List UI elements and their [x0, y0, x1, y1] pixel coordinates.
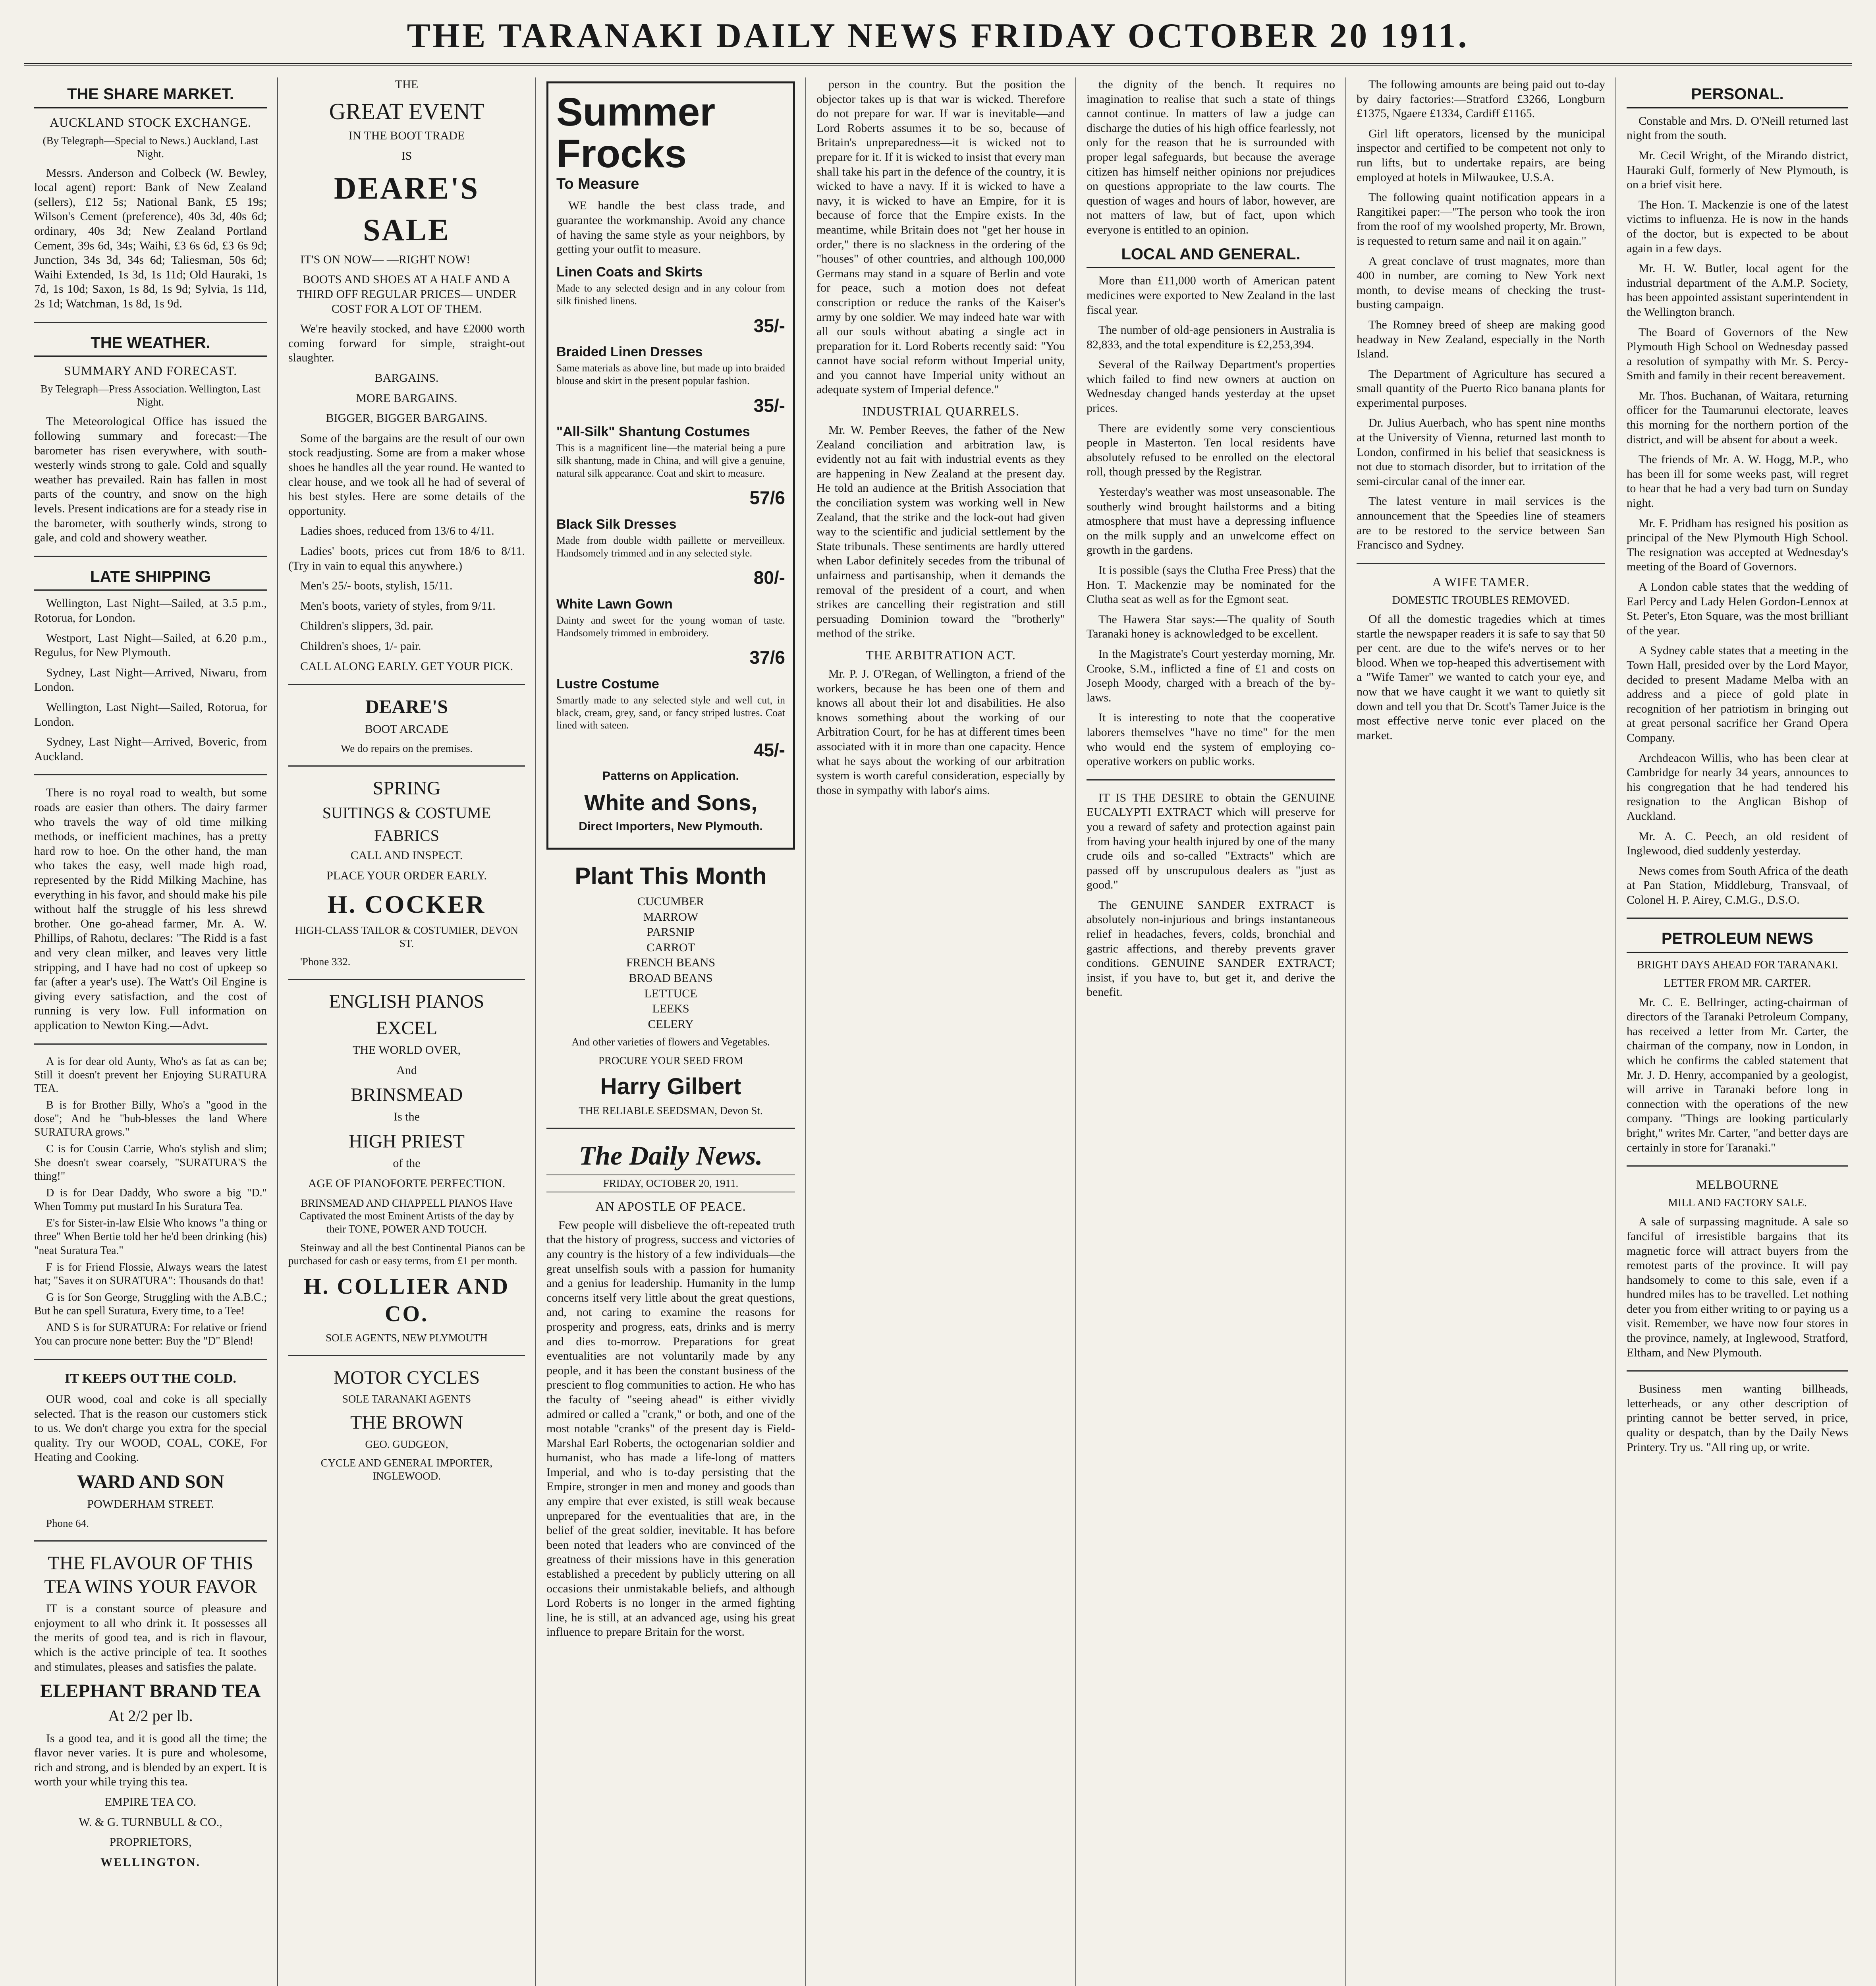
empire-tea-company: W. & G. TURNBULL & CO.,	[79, 1815, 222, 1829]
summer-frocks-ad	[546, 81, 795, 850]
patterns-note: Patterns on Application.	[602, 769, 739, 783]
repairs-note: We do repairs on the premises.	[340, 742, 473, 755]
frock-item-name: "All-Silk" Shantung Costumes	[556, 424, 750, 439]
summer-frocks-title: Summer Frocks	[556, 90, 716, 176]
tea-flavour-title: THE FLAVOUR OF THIS TEA WINS YOUR FAVOR	[44, 1553, 257, 1597]
share-market-body: Messrs. Anderson and Colbeck (W. Bewley, local agent) report: Bank of New Zealand (sellers), £12 5s; National Bank, £5 19s; Wilson's Cement (preference), 40s 3d, 40s 6d; ordinary, 40s 3d; New Zealand Portland Cement, 39s 6d, 34s; Waihi, £3 6s 6d, £3 6s 9d; Junction, 34s 3d, 34s 6d; Taliesman, 50s 6d; Waihi Extended, 1s 3d, 1s 11d; Old Hauraki, 1s 7d, 1s 10d; Saxon, 1s 8d, 1s 9d; Sylvia, 1s 11d, 2s 1d; Watchman, 1s 8d, 1s 9d.	[34, 166, 267, 311]
harry-gilbert-subtitle: THE RELIABLE SEEDSMAN, Devon St.	[579, 1104, 763, 1117]
mens-boots-variety: Men's boots, variety of styles, from 9/11.	[300, 599, 496, 612]
petroleum-subtitle-2: LETTER FROM MR. CARTER.	[1664, 977, 1811, 990]
local-item: It is possible (says the Clutha Free Press) that the Hon. T. Mackenzie may be nominated for the Clutha seat as well as for the Egmont seat.	[1087, 564, 1335, 606]
news-item: The following quaint notification appears in a Rangitikei paper:—"The person who took the iron from the roof of my woolshed property, Mr. Brown, is requested to return same and nail it on again."	[1357, 191, 1605, 247]
divider	[34, 1359, 267, 1360]
personal-item: News comes from South Africa of the death at Pan Station, Middleburg, Transvaal, of Colonel H. P. Airey, C.M.G., D.S.O.	[1627, 864, 1848, 906]
suratura-verse: B is for Brother Billy, Who's a "good in the dose"; And he "bub-blesses the land Where SURATURA grows."	[34, 1099, 267, 1139]
plant-this-month-title: Plant This Month	[575, 862, 767, 889]
deares-is: IS	[401, 149, 412, 162]
divider	[1087, 779, 1335, 780]
petroleum-news-title: PETROLEUM NEWS	[1627, 929, 1848, 953]
frock-item	[556, 264, 785, 337]
seed-item: PARSNIP	[647, 925, 695, 939]
harry-gilbert-title: Harry Gilbert	[600, 1074, 741, 1100]
sander-extract-ad: The GENUINE SANDER EXTRACT is absolutely non-injurious and brings instantaneous relief in headaches, fevers, colds, bronchial and gastric affections, and thereby prevents graver conditions. GENUINE SANDER EXTRACT; insist, if you have to, but get it, and derive the benefit.	[1087, 898, 1335, 999]
seed-item: CUCUMBER	[637, 894, 704, 908]
divider	[288, 979, 525, 980]
divider	[1627, 1165, 1848, 1167]
cocker-title: H. COCKER	[327, 890, 486, 918]
frock-item-price: 37/6	[749, 647, 785, 668]
wife-tamer-subtitle: DOMESTIC TROUBLES REMOVED.	[1392, 594, 1570, 607]
suratura-verse: E's for Sister-in-law Elsie Who knows "a thing or three" When Bertie told her he'd been drinking (his) "neat Suratura Tea."	[34, 1217, 267, 1257]
column-7	[1616, 77, 1859, 1986]
eucalypti-ad: IT IS THE DESIRE to obtain the GENUINE EUCALYPTI EXTRACT which will preserve for you a reward of safety and protection against pain from having your health injured by one of the many crude oils and so-called "Extracts" which are passed off by unscrupulous dealers as "just as good."	[1087, 791, 1335, 892]
personal-item: A London cable states that the wedding of Earl Percy and Lady Helen Gordon-Lennox at St. Peter's, Eton Square, was the most brilliant of the year.	[1627, 580, 1848, 637]
arbitration-act-body: Mr. P. J. O'Regan, of Wellington, a friend of the workers, because he has been one of them and knows all about their lot and disabilities. He also knows something about the working of our Arbitration Court, for he has at different times been associated with it in more than one capacity. Hence what he says about the working of our arbitration system is worth careful consideration, especially by those in sympathy with labor's aims.	[816, 667, 1065, 797]
fabrics-title: FABRICS	[374, 826, 439, 844]
divider	[1357, 563, 1605, 564]
pianos-is-the: Is the	[394, 1110, 420, 1124]
frock-item-desc: Same materials as above line, but made up into braided blouse and skirt in the present popular fashion.	[556, 362, 785, 386]
great-event-title: GREAT EVENT	[329, 98, 484, 124]
shipping-line: Westport, Last Night—Sailed, at 6.20 p.m., Regulus, for New Plymouth.	[34, 631, 267, 659]
english-pianos-title: ENGLISH PIANOS	[329, 991, 484, 1012]
column-6	[1346, 77, 1616, 1986]
to-measure: To Measure	[556, 176, 639, 192]
elephant-tea-price: At 2/2 per lb.	[108, 1706, 193, 1725]
divider	[1627, 1370, 1848, 1372]
masthead: THE TARANAKI DAILY NEWS FRIDAY OCTOBER 20 1911.	[24, 16, 1852, 66]
column-2	[278, 77, 536, 1986]
local-and-general-title: LOCAL AND GENERAL.	[1087, 245, 1335, 269]
frock-item-name: Lustre Costume	[556, 676, 659, 692]
pianos-world-over: THE WORLD OVER,	[353, 1043, 461, 1057]
bargains-3: BIGGER, BIGGER BARGAINS.	[326, 411, 488, 425]
frock-item-name: White Lawn Gown	[556, 596, 673, 612]
personal-item: Mr. Thos. Buchanan, of Waitara, returning officer for the Taumarunui electorate, leaves this morning for the northern portion of the district, and will be absent for about a week.	[1627, 389, 1848, 446]
call-early: CALL ALONG EARLY. GET YOUR PICK.	[300, 659, 513, 673]
seed-item: MARROW	[643, 910, 699, 923]
personal-item: Mr. F. Pridham has resigned his position as principal of the New Plymouth High School. The resignation was accepted at Wednesday's meeting of the Board of Governors.	[1627, 516, 1848, 574]
ward-and-son-address: POWDERHAM STREET.	[87, 1497, 214, 1511]
melbourne-body: A sale of surpassing magnitude. A sale so fanciful of irresistible bargains that its magnetic force will attract buyers from the remotest parts of the province. It will pay handsomely to come to this sale, even if a hundred miles has to be travelled. Let nothing deter you from either writing to or paying us a visit. Remember, we have now four stores in the province, namely, at Inglewood, Stratford, Eltham, and New Plymouth.	[1627, 1215, 1848, 1359]
news-item: A great conclave of trust magnates, more than 400 in number, are coming to New York next month, to devise means of checking the trust-busting campaign.	[1357, 254, 1605, 311]
frock-item-desc: Made to any selected design and in any colour from silk finished linens.	[556, 282, 785, 307]
sale-title: SALE	[363, 212, 450, 247]
divider	[34, 556, 267, 557]
boot-arcade-subtitle: BOOT ARCADE	[365, 722, 449, 736]
personal-item: Mr. Cecil Wright, of the Mirando district, Hauraki Gulf, formerly of New Plymouth, is on a brief visit here.	[1627, 149, 1848, 191]
arbitration-act-title: THE ARBITRATION ACT.	[866, 648, 1016, 662]
pianos-excel: EXCEL	[376, 1017, 438, 1039]
seed-item: CELERY	[648, 1017, 694, 1031]
frocks-intro: WE handle the best class trade, and guarantee the workmanship. Avoid any chance of having the same style as your neighbors, by getting your outfit to measure.	[556, 199, 785, 256]
motor-cycles-title: MOTOR CYCLES	[333, 1367, 480, 1388]
ladies-boots: Ladies' boots, prices cut from 18/6 to 8/11. (Try in vain to equal this anywhere.)	[288, 544, 525, 572]
childrens-shoes: Children's shoes, 1/- pair.	[300, 639, 421, 653]
cocker-phone: 'Phone 332.	[300, 956, 351, 968]
frock-item	[556, 424, 785, 509]
frock-item	[556, 596, 785, 669]
spring-title: SPRING	[372, 778, 441, 799]
procure-seed: PROCURE YOUR SEED FROM	[598, 1055, 743, 1067]
local-item: In the Magistrate's Court yesterday morning, Mr. Crooke, S.M., inflicted a fine of £1 and costs on Joseph Moody, charged with a breach of the by-laws.	[1087, 647, 1335, 704]
mens-boots: Men's 25/- boots, stylish, 15/11.	[300, 579, 453, 593]
melbourne-title: MELBOURNE	[1696, 1177, 1779, 1192]
boots-half-price: BOOTS AND SHOES AT A HALF AND A THIRD OFF REGULAR PRICES— UNDER COST FOR A LOT OF THEM.	[297, 273, 517, 315]
elephant-tea-body: Is a good tea, and it is good all the time; the flavor never varies. It is pure and wholesome, rich and strong, and is blended by an expert. It is worth your while trying this tea.	[34, 1731, 267, 1789]
shipping-title: LATE SHIPPING	[34, 567, 267, 591]
petroleum-body: Mr. C. E. Bellringer, acting-chairman of directors of the Taranaki Petroleum Company, has received a letter from Mr. Carter, the chairman of the company, now in London, in which he confirms the cabled statement that Mr. J. D. Henry, accompanied by a geologist, will arrive in Taranaki before long in connection with the operations of the new company. "Things are looking particularly bright," writes Mr. Carter, "and better days are certainly in store for Taranaki."	[1627, 995, 1848, 1154]
fuel-ad-body: OUR wood, coal and coke is all specially selected. That is the reason our customers stick to us. We don't charge you extra for the special quality. Try our WOOD, COAL, COKE, For Heating and Cooking.	[34, 1393, 267, 1464]
motor-agents: SOLE TARANAKI AGENTS	[342, 1393, 471, 1405]
brinsmead-chappell: BRINSMEAD AND CHAPPELL PIANOS Have Captivated the most Eminent Artists of the day by their TONE, POWER AND TOUCH.	[299, 1197, 514, 1235]
personal-item: A Sydney cable states that a meeting in the Town Hall, presided over by the Lord Mayor, decided to present Madame Melba with an address and a piece of gold plate in recognition of her patriotism in bringing out at great personal sacrifice her Grand Opera Company.	[1627, 644, 1848, 744]
weather-subtitle: SUMMARY AND FORECAST.	[64, 363, 237, 378]
shipping-line: Wellington, Last Night—Sailed, at 3.5 p.m., Rotorua, for London.	[34, 597, 267, 625]
divider	[34, 774, 267, 775]
local-item: Yesterday's weather was most unseasonable. The southerly wind brought hailstorms and a biting atmosphere that must have a depressing influence on the milk supply and an unwelcome effect on growth in the gardens.	[1087, 485, 1335, 557]
seed-item: FRENCH BEANS	[626, 956, 716, 970]
empire-tea-proprietors: PROPRIETORS,	[109, 1835, 192, 1849]
news-item: Dr. Julius Auerbach, who has spent nine months at the University of Vienna, returned last month to London, confirmed in his belief that seasickness is not due to stomach disorder, but to irritation of the semi-circular canal of the inner ear.	[1357, 416, 1605, 488]
childrens-slippers: Children's slippers, 3d. pair.	[300, 619, 434, 633]
frock-item-desc: Made from double width paillette or merveilleux. Handsomely trimmed and in any selected style.	[556, 534, 785, 559]
tea-flavour-body: IT is a constant source of pleasure and enjoyment to all who drink it. It possesses all the merits of good tea, and is rich in flavour, which is the active principle of tea. It soothes and stimulates, pleases and satisfies the palate.	[34, 1602, 267, 1673]
column-1	[24, 77, 278, 1986]
white-and-sons-subtitle: Direct Importers, New Plymouth.	[579, 820, 763, 833]
frock-item-price: 35/-	[753, 395, 785, 416]
weather-dateline: By Telegraph—Press Association. Wellington, Last Night.	[40, 383, 261, 408]
stocked-note: We're heavily stocked, and have £2000 worth coming forward for simple, straight-out slaughter.	[288, 322, 525, 365]
frock-item-name: Linen Coats and Skirts	[556, 264, 703, 280]
gudgeon-name: GEO. GUDGEON,	[365, 1438, 448, 1450]
call-inspect: CALL AND INSPECT.	[350, 849, 463, 862]
brinsmead-title: BRINSMEAD	[350, 1084, 463, 1105]
melbourne-subtitle: MILL AND FACTORY SALE.	[1668, 1197, 1807, 1209]
suitings-title: SUITINGS & COSTUME	[322, 804, 491, 822]
pianos-and: And	[396, 1064, 417, 1077]
personal-item: Mr. H. W. Butler, local agent for the industrial department of the A.M.P. Society, has been appointed assistant superintendent in the Wellington branch.	[1627, 262, 1848, 319]
place-order: PLACE YOUR ORDER EARLY.	[326, 869, 487, 882]
now-on-line: IT'S ON NOW— —RIGHT NOW!	[300, 253, 471, 266]
local-item: The Hawera Star says:—The quality of South Taranaki honey is acknowledged to be excellent.	[1087, 612, 1335, 641]
the-brown-title: THE BROWN	[350, 1412, 463, 1433]
daily-news-nameplate: The Daily News.	[579, 1140, 763, 1171]
suratura-ad	[34, 1055, 267, 1348]
seed-item: BROAD BEANS	[629, 971, 713, 985]
ladies-shoes: Ladies shoes, reduced from 13/6 to 4/11.	[300, 524, 494, 538]
arbitration-continued: the dignity of the bench. It requires no imagination to realise that such a state of things cannot continue. In matters of law a judge can discharge the duties of his high office fearlessly, not only for the reason that he is surrounded with proper legal safeguards, but because the average citizen has himself neither opinions nor prejudices on questions appropriate to the law courts. The question of wages and hours of labor, however, are not matters of law, but of fact, upon which everyone is entitled to an opinion.	[1087, 78, 1335, 236]
empire-tea-name: EMPIRE TEA CO.	[104, 1795, 197, 1808]
shipping-line: Wellington, Last Night—Sailed, Rotorua, for London.	[34, 701, 267, 728]
elephant-tea-title: ELEPHANT BRAND TEA	[40, 1681, 261, 1702]
printery-ad: Business men wanting billheads, letterheads, or any other description of printing cannot be better served, in price, quality or despatch, than by the Daily News Printery. Try us. "All ring up, or write.	[1627, 1382, 1848, 1454]
weather-title: THE WEATHER.	[34, 333, 267, 357]
personal-item: Mr. A. C. Peech, an old resident of Inglewood, died suddenly yesterday.	[1627, 829, 1848, 858]
frock-item-name: Braided Linen Dresses	[556, 344, 703, 359]
seeds-note: And other varieties of flowers and Vegetables.	[571, 1036, 770, 1048]
news-item: The Department of Agriculture has secured a small quantity of the Puerto Rico banana plants for experimental purposes.	[1357, 367, 1605, 410]
local-item: Several of the Railway Department's properties which failed to find new owners at auction on Wednesday changed hands yesterday at the upset prices.	[1087, 358, 1335, 415]
deares-title: DEARE'S	[334, 170, 480, 205]
industrial-quarrels-title: INDUSTRIAL QUARRELS.	[862, 404, 1019, 419]
frock-item-name: Black Silk Dresses	[556, 516, 677, 532]
steinway-note: Steinway and all the best Continental Pianos can be purchased for cash or easy terms, from £1 per month.	[288, 1242, 525, 1267]
divider	[1627, 918, 1848, 919]
frock-item-price: 45/-	[753, 740, 785, 761]
divider	[546, 1128, 795, 1129]
frock-item	[556, 344, 785, 417]
industrial-quarrels-body: Mr. W. Pember Reeves, the father of the New Zealand conciliation and arbitration law, is evidently not au fait with industrial events as they are happening in New Zealand at the present day. He told an audience at the British Association that the conciliation system was working well in New Zealand, that the strike and the lock-out had given way to the scientific and judicial settlement by the State tribunals. These sentiments are hardly uttered when Labor definitely secedes from the tribunal of unfairness and partisanship, when it demands the removal of the president of a court, and when strikes are cancelling their registration and still persuading Dominion toward the "brotherly" method of the strike.	[816, 423, 1065, 640]
suratura-verse: AND S is for SURATURA: For relative or friend You can procure none better: Buy the "D" Blend!	[34, 1321, 267, 1348]
bargains-2: MORE BARGAINS.	[356, 391, 457, 405]
weather-body: The Meteorological Office has issued the following summary and forecast:—The barometer has risen everywhere, with south-westerly winds strong to gale. Cold and squally weather has prevailed. Rain has fallen in most parts of the country, and snow on the high levels. Present indications are for a steady rise in the barometer, with southerly winds, strong to gale, and cold and showery weather.	[34, 415, 267, 545]
local-item: There are evidently some very conscientious people in Masterton. Ten local residents have absolutely refused to be enrolled on the electoral roll, though pressed by the Registrar.	[1087, 421, 1335, 479]
divider	[288, 1355, 525, 1356]
divider	[288, 765, 525, 767]
personal-item: The friends of Mr. A. W. Hogg, M.P., who has been ill for some weeks past, will regret to hear that he had a very bad turn on Sunday night.	[1627, 453, 1848, 510]
frock-item-desc: This is a magnificent line—the material being a pure silk shantung, made in China, and will give a genuine, natural silk appearance. Coat and skirt to measure.	[556, 442, 785, 479]
bargains-1: BARGAINS.	[374, 371, 439, 384]
frock-item	[556, 516, 785, 589]
personal-title: PERSONAL.	[1627, 85, 1848, 108]
suratura-verse: A is for dear old Aunty, Who's as fat as can be; Still it doesn't prevent her Enjoying SURATURA TEA.	[34, 1055, 267, 1095]
editorial-continued: person in the country. But the position the objector takes up is that war is wicked. Therefore do not prepare for war. If war is inevitable—and Lord Roberts assumes it to be so, because of Britain's unpreparedness—it is wicked not to prepare for it. If it is wicked to insist that every man shall take his part in the defence of the country, it is wicked to have a navy. If it is wicked to have a navy, it is wicked to have an Empire, for it is because of force that the Empire exists. In the meantime, while Britain does not "get her house in order," there is no slackness in the ordering of the "houses" of other countries, and although 100,000 Germans may stand in a square of Berlin and vote for peace, such a motion does not defeat conscription or reduce the ranks of the Kaiser's army by one soldier. We may indeed hate war with all our souls without abating a single act in preparation for it. Lord Roberts recently said: "You cannot have social reform without Imperial unity, and you cannot have Imperial unity without an adequate system of Imperial defence."	[816, 78, 1065, 396]
divider	[34, 1043, 267, 1045]
columns	[24, 77, 1852, 1986]
deares-arcade-title: DEARE'S	[365, 696, 448, 718]
boot-trade-line: IN THE BOOT TRADE	[348, 129, 465, 143]
petroleum-subtitle: BRIGHT DAYS AHEAD FOR TARANAKI.	[1637, 959, 1838, 972]
share-market-title: THE SHARE MARKET.	[34, 85, 267, 108]
frock-item	[556, 676, 785, 761]
share-market-dateline: (By Telegraph—Special to News.) Auckland, Last Night.	[42, 134, 259, 160]
news-item: Girl lift operators, licensed by the municipal inspector and certified to be competent not only to run lifts, but to undertake repairs, are being employed at hotels in Milwaukee, U.S.A.	[1357, 127, 1605, 184]
personal-item: Archdeacon Willis, who has been clear at Cambridge for nearly 34 years, announces to his congregation that he had tendered his resignation to the Anglican Bishop of Auckland.	[1627, 751, 1848, 823]
shipping-line: Sydney, Last Night—Arrived, Boveric, from Auckland.	[34, 735, 267, 763]
apostle-of-peace-title: AN APOSTLE OF PEACE.	[595, 1199, 746, 1213]
frock-item-price: 80/-	[753, 567, 785, 588]
seed-item: CARROT	[647, 941, 695, 954]
ward-and-son-phone: Phone 64.	[46, 1517, 89, 1530]
keeps-out-cold-heading: IT KEEPS OUT THE COLD.	[65, 1371, 236, 1386]
seed-list	[546, 894, 795, 1032]
wife-tamer-title: A WIFE TAMER.	[1432, 574, 1530, 589]
seed-item: LETTUCE	[644, 987, 697, 1000]
personal-item: The Board of Governors of the New Plymouth High School on Wednesday passed a resolution of sympathy with Mr. S. Percy-Smith and family in their recent bereavement.	[1627, 325, 1848, 383]
editorial-dateline: FRIDAY, OCTOBER 20, 1911.	[546, 1175, 795, 1192]
column-5	[1076, 77, 1346, 1986]
seed-item: LEEKS	[652, 1002, 689, 1016]
personal-item: The Hon. T. Mackenzie is one of the latest victims to influenza. He is now in the hands of the doctor, but is expected to be about again in a few days.	[1627, 198, 1848, 255]
milking-machine-ad: There is no royal road to wealth, but some roads are easier than others. The dairy farmer who travels the way of old time milking methods, or inefficient machines, has a pretty hard row to hoe. On the other hand, the man who takes the easy, well made high road, represented by the Ridd Milking Machine, has everything in his favor, and should make his pile without half the struggle of his less shrewd brother. One go-ahead farmer, Mr. A. W. Phillips, of Rahotu, declares: "The Ridd is a fast and very clean milker, and leaves very little stripping, and I have had no cost of upkeep so far (after a year's use). The Watt's Oil Engine is giving every satisfaction, and the cost of running is very low. Full information on application to Newton King.—Advt.	[34, 786, 267, 1032]
suratura-verse: D is for Dear Daddy, Who swore a big "D." When Tommy put mustard In his Suratura Tea.	[34, 1186, 267, 1213]
empire-tea-city: WELLINGTON.	[100, 1855, 201, 1869]
column-3	[536, 77, 806, 1986]
pianoforte-perfection: AGE OF PIANOFORTE PERFECTION.	[308, 1177, 506, 1190]
bargains-body: Some of the bargains are the result of our own stock readjusting. Some are from a maker whose shoes he handles all the year round. He wanted to clear house, and we took all he had of several of his best styles. Here are some details of the opportunity.	[288, 431, 525, 518]
collier-subtitle: SOLE AGENTS, NEW PLYMOUTH	[326, 1331, 488, 1344]
cocker-subtitle: HIGH-CLASS TAILOR & COSTUMIER, DEVON ST.	[295, 924, 519, 949]
news-item: The latest venture in mail services is the announcement that the Speedies line of steamers are to be restored to the service between San Francisco and Sydney.	[1357, 495, 1605, 552]
frock-item-price: 57/6	[749, 487, 785, 508]
local-item: The number of old-age pensioners in Australia is 82,833, and the total expenditure is £2,253,394.	[1087, 323, 1335, 351]
divider	[34, 1540, 267, 1542]
suratura-verse: F is for Friend Flossie, Always wears the latest hat; "Saves it on SURATURA": Thousands do that!	[34, 1261, 267, 1287]
collier-title: H. COLLIER AND CO.	[303, 1274, 510, 1326]
suratura-verse: G is for Son George, Struggling with the A.B.C.; But he can spell Suratura, Every time, to a Tee!	[34, 1291, 267, 1318]
frock-item-desc: Dainty and sweet for the young woman of taste. Handsomely trimmed in embroidery.	[556, 614, 785, 639]
divider	[34, 322, 267, 323]
column-4	[806, 77, 1076, 1986]
frock-item-price: 35/-	[753, 315, 785, 336]
suratura-verse: C is for Cousin Carrie, Who's stylish and slim; She doesn't swear coarsely, "SURATURA'S the thing!"	[34, 1143, 267, 1182]
news-item: The Romney breed of sheep are making good headway in New Zealand, especially in the North Island.	[1357, 318, 1605, 361]
white-and-sons-title: White and Sons,	[584, 790, 757, 815]
high-priest-title: HIGH PRIEST	[348, 1130, 465, 1152]
frock-item-desc: Smartly made to any selected style and well cut, in black, cream, grey, sand, or fancy striped lustres. Coat lined with sateen.	[556, 694, 785, 731]
divider	[288, 684, 525, 685]
personal-item: Constable and Mrs. D. O'Neill returned last night from the south.	[1627, 114, 1848, 142]
apostle-of-peace-body: Few people will disbelieve the oft-repeated truth that the history of progress, success and victories of any country is the history of a few individuals—the great unselfish souls with a passion for humanity and a genius for leadership. Humanity in the lump concerns itself very little about the great questions, and, not caring to examine the reasons for prosperity and progress, eats, drinks and is merry and dies to-morrow. Preparations for great eventualities are not voluntarily made by any people, and it has been the constant business of the prescient to flog communities to action. He who has the faculty of "seeing ahead" is either vividly admired or called a "crank," or both, and one of the most notable "cranks" of the present day is Field-Marshal Earl Roberts, the octogenarian soldier and humanist, who has made a life-long of matters Imperial, and who is to-day persisting that the Empire, stronger in men and money and goods than any empire that ever existed, is still weak because unprepared for the eventualities that are, in the belief of the great soldier, inevitable. It has before been noted that leaders who are convinced of the greatness of their missions have in this generation established a precedent by publicly uttering on all occasions their unmistakable beliefs, and although Lord Roberts is no longer in the armed fighting line, he is still, at an advanced age, using his great influence to prepare Britain for the worst.	[546, 1218, 795, 1639]
news-item: The following amounts are being paid out to-day by dairy factories:—Stratford £3266, Longburn £1375, Ngaere £1334, Cardiff £1165.	[1357, 78, 1605, 120]
wife-tamer-body: Of all the domestic tragedies which at times startle the newspaper readers it is safe to say that 50 per cent. are due to the wife's nerves or to her blood. When we top-heaped this advertisement with a "Wife Tamer" we wanted to catch your eye, and now that we have caught it we want to quietly sit down and tell you that Dr. Scott's Tamer Juice is the most effective nerve tonic ever placed on the market.	[1357, 612, 1605, 742]
pianos-of-the: of the	[393, 1157, 421, 1170]
gudgeon-address: CYCLE AND GENERAL IMPORTER, INGLEWOOD.	[320, 1457, 493, 1482]
shipping-line: Sydney, Last Night—Arrived, Niwaru, from London.	[34, 666, 267, 694]
local-item: More than £11,000 worth of American patent medicines were exported to New Zealand in the last fiscal year.	[1087, 274, 1335, 317]
local-item: It is interesting to note that the cooperative laborers themselves "have no time" for the men who would end the system of employing co-operative workers on public works.	[1087, 711, 1335, 768]
ward-and-son-title: WARD AND SON	[77, 1471, 224, 1493]
deares-the: THE	[395, 78, 419, 91]
share-market-subtitle: AUCKLAND STOCK EXCHANGE.	[50, 115, 251, 129]
